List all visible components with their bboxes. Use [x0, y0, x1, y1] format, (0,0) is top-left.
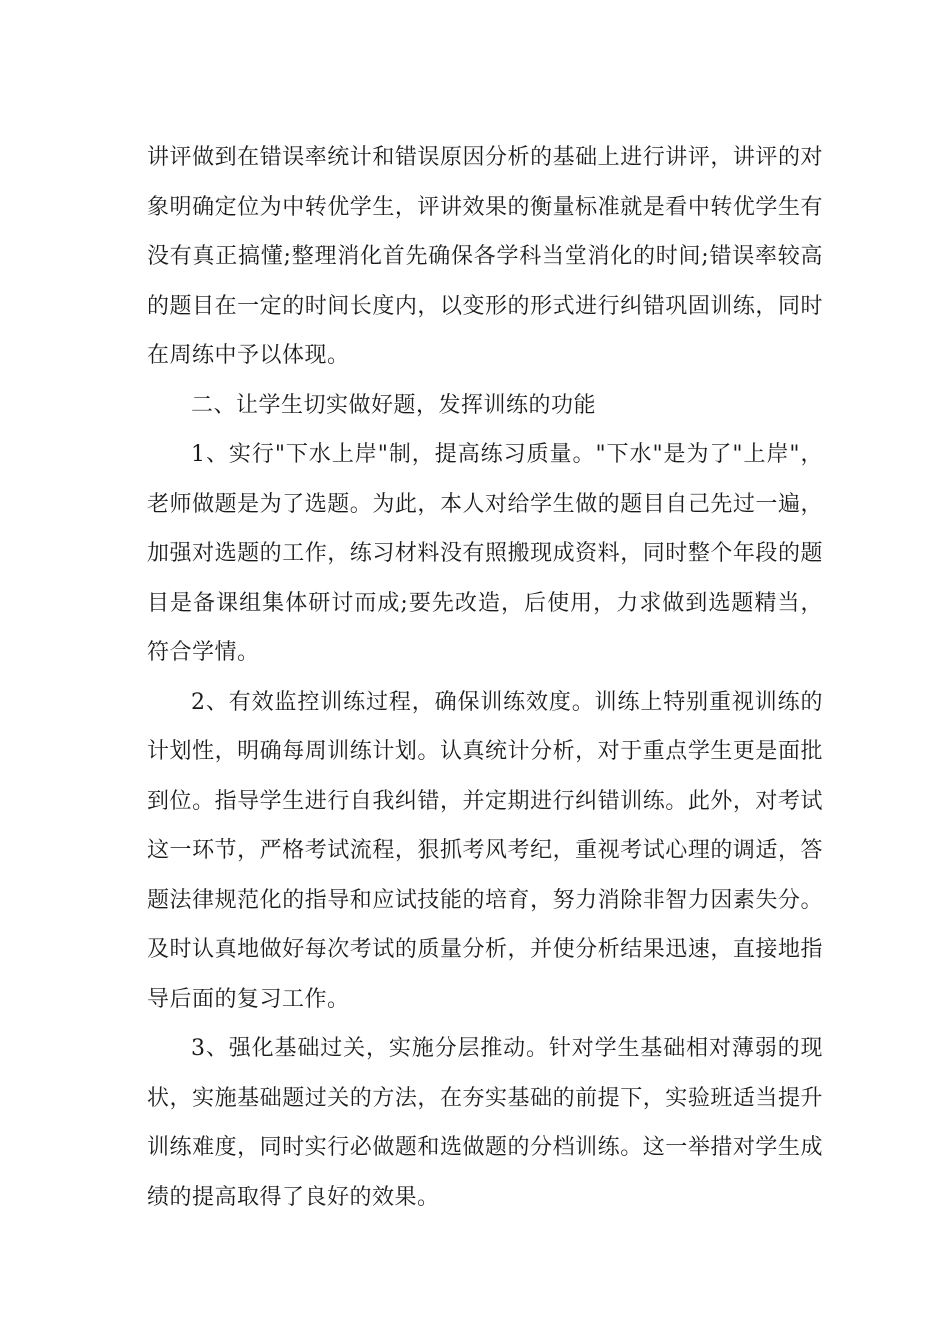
document-body: [147, 133, 823, 1222]
paragraph-item-2: 2、有效监控训练过程，确保训练效度。训练上特别重视训练的计划性，明确每周训练计划。认真统计分析，对于重点学生更是面批到位。指导学生进行自我纠错，并定期进行纠错训练。此外，对考试这一环节，严格考试流程，狠抓考风考纪，重视考试心理的调适，答题法律规范化的指导和应试技能的培育，努力消除非智力因素失分。及时认真地做好每次考试的质量分析，并使分析结果迅速，直接地指导后面的复习工作。: [147, 689, 823, 1012]
paragraph-item-3: 3、强化基础过关，实施分层推动。针对学生基础相对薄弱的现状，实施基础题过关的方法，在夯实基础的前提下，实验班适当提升训练难度，同时实行必做题和选做题的分档训练。这一举措对学生成绩的提高取得了良好的效果。: [147, 1036, 823, 1210]
paragraph-review: 讲评做到在错误率统计和错误原因分析的基础上进行讲评，讲评的对象明确定位为中转优学生，评讲效果的衡量标准就是看中转优学生有没有真正搞懂;整理消化首先确保各学科当堂消化的时间;错误率较高的题目在一定的时间长度内，以变形的形式进行纠错巩固训练，同时在周练中予以体现。: [147, 145, 823, 368]
paragraph-item-1: 1、实行"下水上岸"制，提高练习质量。"下水"是为了"上岸"，老师做题是为了选题。为此，本人对给学生做的题目自己先过一遍，加强对选题的工作，练习材料没有照搬现成资料，同时整个年段的题目是备课组集体研讨而成;要先改造，后使用，力求做到选题精当，符合学情。: [147, 442, 823, 665]
section-heading-two: 二、让学生切实做好题，发挥训练的功能: [191, 392, 597, 418]
